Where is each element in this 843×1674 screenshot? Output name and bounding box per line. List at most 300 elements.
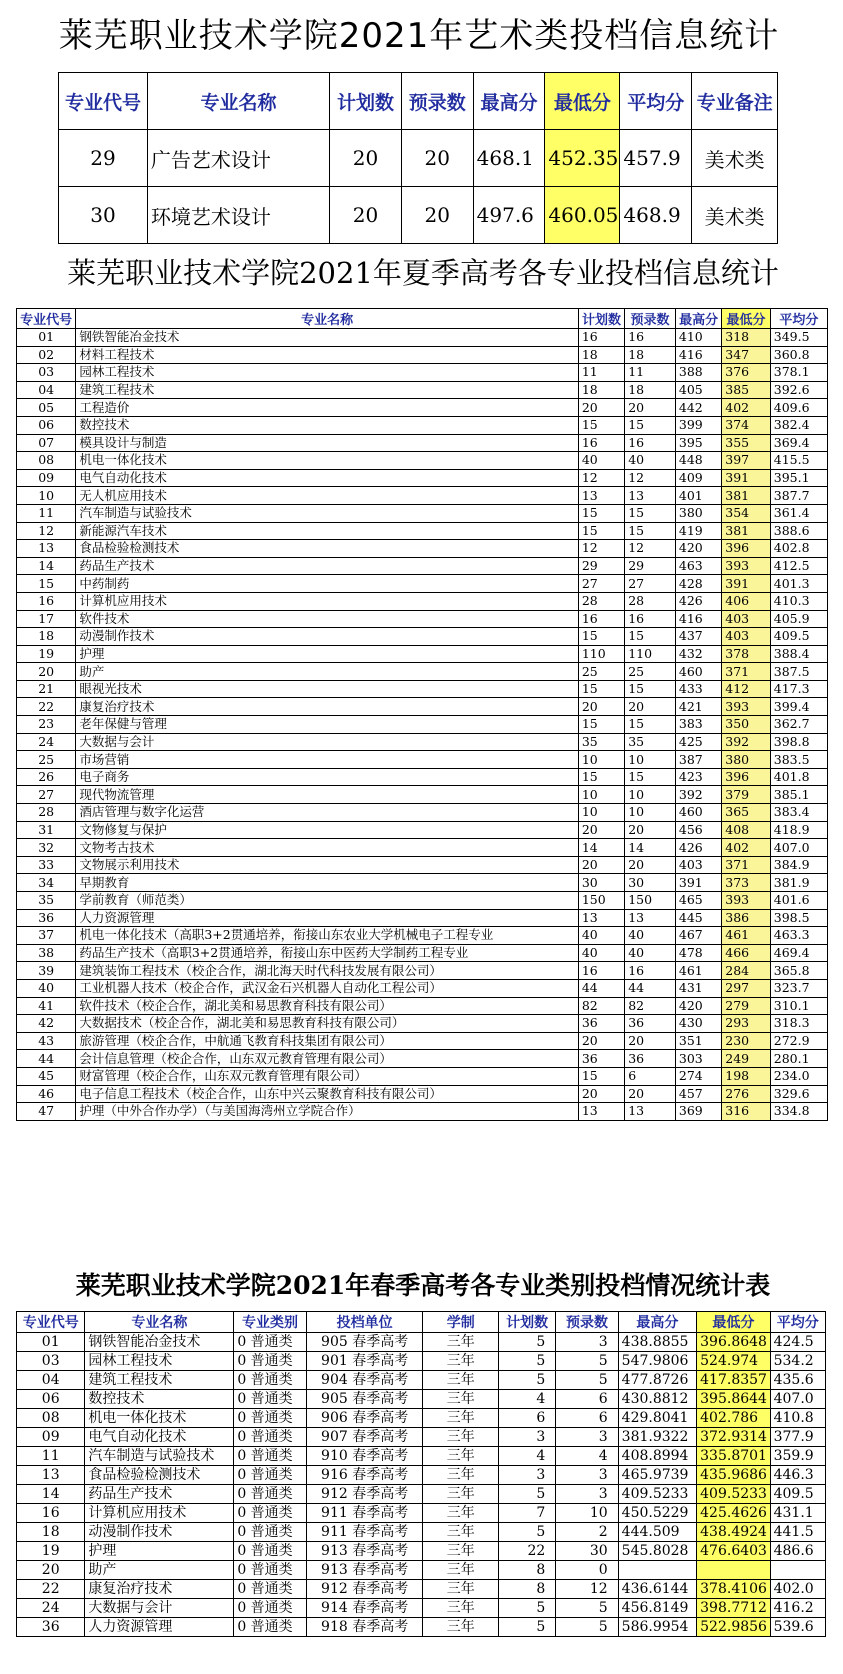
table-cell: 三年 — [423, 1561, 498, 1580]
column-header: 最低分 — [545, 73, 620, 130]
table-cell: 22 — [17, 1580, 85, 1599]
table-cell: 445 — [675, 909, 721, 927]
table-cell: 334.8 — [770, 1103, 827, 1121]
table-row — [17, 1599, 826, 1618]
table-cell: 409.5 — [770, 628, 827, 646]
table-cell: 16 — [578, 610, 624, 628]
table-cell: 19 — [17, 1542, 85, 1561]
table-cell: 36 — [578, 1050, 624, 1068]
table-row — [17, 909, 828, 927]
column-header: 专业代号 — [17, 309, 76, 329]
table-cell: 410 — [675, 329, 721, 347]
table-cell: 47 — [17, 1103, 76, 1121]
table-cell: 3 — [556, 1333, 618, 1352]
table-cell: 150 — [578, 892, 624, 910]
table-cell: 460 — [675, 804, 721, 822]
table-cell: 378.1 — [770, 364, 827, 382]
table-cell: 5 — [556, 1371, 618, 1390]
column-header: 平均分 — [770, 309, 827, 329]
table-cell: 466 — [722, 944, 771, 962]
column-header: 最高分 — [618, 1312, 696, 1333]
table-cell: 15 — [625, 716, 676, 734]
table-row — [17, 592, 828, 610]
table-cell: 助产 — [76, 663, 579, 681]
table-cell: 12 — [625, 540, 676, 558]
table-row — [17, 804, 828, 822]
table-cell: 12 — [17, 522, 76, 540]
table-cell: 机电一体化技术（高职3+2贯通培养，衔接山东农业大学机械电子工程专业 — [76, 927, 579, 945]
table-cell: 457.9 — [620, 130, 692, 187]
table-cell: 395.1 — [770, 469, 827, 487]
table-row — [17, 944, 828, 962]
table-cell: 02 — [17, 346, 76, 364]
column-header: 专业名称 — [85, 1312, 234, 1333]
table-row — [17, 557, 828, 575]
table-cell: 380 — [722, 751, 771, 769]
table-cell: 432 — [675, 645, 721, 663]
table-cell: 三年 — [423, 1580, 498, 1599]
table-cell: 444.509 — [618, 1523, 696, 1542]
table-cell: 数控技术 — [76, 416, 579, 434]
table-cell: 442 — [675, 399, 721, 417]
table-row — [17, 1428, 826, 1447]
table-row — [17, 1352, 826, 1371]
table-cell: 20 — [625, 856, 676, 874]
table-cell: 371 — [722, 663, 771, 681]
table-row — [17, 346, 828, 364]
table-cell: 7 — [498, 1504, 555, 1523]
art-section-title: 莱芜职业技术学院2021年艺术类投档信息统计 — [58, 16, 780, 56]
table-cell: 12 — [625, 469, 676, 487]
table-cell: 379 — [722, 786, 771, 804]
table-cell: 现代物流管理 — [76, 786, 579, 804]
table-cell: 26 — [17, 768, 76, 786]
column-header: 专业备注 — [692, 73, 778, 130]
table-cell: 469.4 — [770, 944, 827, 962]
table-cell: 401 — [675, 487, 721, 505]
table-cell: 15 — [625, 416, 676, 434]
table-cell: 391 — [722, 575, 771, 593]
table-cell: 33 — [17, 856, 76, 874]
table-cell: 25 — [625, 663, 676, 681]
table-cell: 460.05 — [545, 187, 620, 244]
table-cell: 建筑工程技术 — [76, 381, 579, 399]
table-cell: 32 — [17, 839, 76, 857]
table-row — [17, 487, 828, 505]
table-cell: 16 — [578, 962, 624, 980]
table-row — [17, 381, 828, 399]
table-cell: 43 — [17, 1032, 76, 1050]
table-cell: 20 — [625, 399, 676, 417]
table-cell: 5 — [498, 1599, 555, 1618]
table-cell: 软件技术（校企合作，湖北美和易思教育科技有限公司） — [76, 997, 579, 1015]
table-cell: 34 — [17, 874, 76, 892]
table-row — [17, 329, 828, 347]
art-section — [58, 0, 780, 244]
table-cell: 08 — [17, 1409, 85, 1428]
table-cell: 16 — [578, 329, 624, 347]
table-row — [17, 364, 828, 382]
table-cell: 428 — [675, 575, 721, 593]
table-cell: 419 — [675, 522, 721, 540]
column-header: 专业名称 — [147, 73, 329, 130]
table-cell: 0 — [556, 1561, 618, 1580]
table-cell: 913 春季高考 — [306, 1561, 423, 1580]
table-cell: 05 — [17, 399, 76, 417]
table-cell: 三年 — [423, 1390, 498, 1409]
summer-section-title: 莱芜职业技术学院2021年夏季高考各专业投档信息统计 — [67, 256, 779, 290]
table-row — [17, 522, 828, 540]
table-cell: 198 — [722, 1067, 771, 1085]
table-cell: 398.7712 — [697, 1599, 770, 1618]
table-cell: 42 — [17, 1015, 76, 1033]
table-cell: 468.1 — [473, 130, 545, 187]
table-cell: 460 — [675, 663, 721, 681]
table-cell: 409 — [675, 469, 721, 487]
table-cell: 522.9856 — [697, 1618, 770, 1637]
table-cell: 20 — [578, 1085, 624, 1103]
table-cell: 24 — [17, 1599, 85, 1618]
table-cell: 20 — [578, 856, 624, 874]
table-row — [17, 821, 828, 839]
table-row — [17, 1523, 826, 1542]
table-row — [17, 839, 828, 857]
table-cell: 27 — [578, 575, 624, 593]
table-cell: 20 — [578, 698, 624, 716]
table-cell: 36 — [578, 1015, 624, 1033]
table-cell: 工业机器人技术（校企合作，武汉金石兴机器人自动化工程公司） — [76, 979, 579, 997]
table-cell: 市场营销 — [76, 751, 579, 769]
table-cell: 美术类 — [692, 130, 778, 187]
table-cell: 三年 — [423, 1428, 498, 1447]
table-cell: 399 — [675, 416, 721, 434]
table-cell: 材料工程技术 — [76, 346, 579, 364]
table-cell: 建筑工程技术 — [85, 1371, 234, 1390]
table-cell: 16 — [17, 1504, 85, 1523]
table-cell: 17 — [17, 610, 76, 628]
table-cell: 药品生产技术 — [85, 1485, 234, 1504]
table-cell: 新能源汽车技术 — [76, 522, 579, 540]
table-row — [17, 452, 828, 470]
table-cell: 计算机应用技术 — [85, 1504, 234, 1523]
table-cell: 广告艺术设计 — [147, 130, 329, 187]
table-cell: 37 — [17, 927, 76, 945]
table-cell: 438.8855 — [618, 1333, 696, 1352]
table-cell: 10 — [578, 804, 624, 822]
table-cell: 425 — [675, 733, 721, 751]
table-cell: 眼视光技术 — [76, 680, 579, 698]
table-cell: 三年 — [423, 1599, 498, 1618]
table-cell — [697, 1561, 770, 1580]
table-cell: 20 — [17, 1561, 85, 1580]
table-cell: 0 普通类 — [234, 1447, 306, 1466]
table-cell: 0 普通类 — [234, 1409, 306, 1428]
table-cell: 408.8994 — [618, 1447, 696, 1466]
table-cell: 423 — [675, 768, 721, 786]
table-cell: 452.35 — [545, 130, 620, 187]
table-cell: 汽车制造与试验技术 — [85, 1447, 234, 1466]
table-cell: 412 — [722, 680, 771, 698]
table-cell: 431 — [675, 979, 721, 997]
table-cell: 381.9 — [770, 874, 827, 892]
table-cell: 402 — [722, 399, 771, 417]
table-cell: 13 — [17, 1466, 85, 1485]
table-cell: 13 — [625, 487, 676, 505]
table-cell: 402 — [722, 839, 771, 857]
table-cell: 31 — [17, 821, 76, 839]
column-header: 最低分 — [697, 1312, 770, 1333]
table-cell: 418.9 — [770, 821, 827, 839]
table-cell: 15 — [625, 504, 676, 522]
column-header: 最低分 — [722, 309, 771, 329]
table-cell: 44 — [578, 979, 624, 997]
column-header: 预录数 — [625, 309, 676, 329]
table-cell: 20 — [578, 1032, 624, 1050]
table-cell: 335.8701 — [697, 1447, 770, 1466]
table-cell: 环境艺术设计 — [147, 187, 329, 244]
table-cell: 28 — [625, 592, 676, 610]
table-cell: 539.6 — [770, 1618, 825, 1637]
table-cell: 15 — [625, 522, 676, 540]
table-cell: 40 — [625, 452, 676, 470]
table-cell: 437 — [675, 628, 721, 646]
table-cell: 911 春季高考 — [306, 1523, 423, 1542]
table-cell: 三年 — [423, 1542, 498, 1561]
table-cell: 393 — [722, 698, 771, 716]
table-cell: 机电一体化技术 — [76, 452, 579, 470]
table-cell: 3 — [498, 1428, 555, 1447]
table-row — [17, 1371, 826, 1390]
table-cell: 369 — [675, 1103, 721, 1121]
table-cell: 16 — [625, 329, 676, 347]
table-cell: 387.5 — [770, 663, 827, 681]
table-row — [17, 680, 828, 698]
table-row — [17, 927, 828, 945]
table-cell: 4 — [556, 1447, 618, 1466]
table-cell: 477.8726 — [618, 1371, 696, 1390]
table-cell: 20 — [578, 399, 624, 417]
table-cell: 393 — [722, 557, 771, 575]
table-row — [17, 1618, 826, 1637]
table-cell: 910 春季高考 — [306, 1447, 423, 1466]
table-cell: 401.6 — [770, 892, 827, 910]
table-cell: 人力资源管理 — [76, 909, 579, 927]
table-row — [17, 768, 828, 786]
table-cell: 377.9 — [770, 1428, 825, 1447]
table-cell: 401.8 — [770, 768, 827, 786]
table-cell: 6 — [556, 1390, 618, 1409]
table-cell: 15 — [578, 504, 624, 522]
table-cell: 软件技术 — [76, 610, 579, 628]
table-cell: 大数据技术（校企合作，湖北美和易思教育科技有限公司） — [76, 1015, 579, 1033]
table-cell: 建筑装饰工程技术（校企合作，湖北海天时代科技发展有限公司） — [76, 962, 579, 980]
table-cell: 409.5233 — [618, 1485, 696, 1504]
table-row — [17, 1466, 826, 1485]
table-row — [17, 698, 828, 716]
table-cell: 272.9 — [770, 1032, 827, 1050]
table-cell: 399.4 — [770, 698, 827, 716]
table-cell: 446.3 — [770, 1466, 825, 1485]
table-cell: 378 — [722, 645, 771, 663]
table-cell: 438.4924 — [697, 1523, 770, 1542]
table-cell: 18 — [17, 1523, 85, 1542]
table-cell: 372.9314 — [697, 1428, 770, 1447]
table-cell: 20 — [330, 130, 402, 187]
table-cell: 29 — [578, 557, 624, 575]
table-cell: 10 — [625, 786, 676, 804]
table-cell: 三年 — [423, 1523, 498, 1542]
table-cell: 18 — [625, 346, 676, 364]
table-cell: 文物修复与保护 — [76, 821, 579, 839]
table-cell: 405.9 — [770, 610, 827, 628]
table-cell: 912 春季高考 — [306, 1485, 423, 1504]
table-cell: 29 — [625, 557, 676, 575]
table-row — [17, 856, 828, 874]
table-cell: 10 — [17, 487, 76, 505]
table-cell — [770, 1561, 825, 1580]
table-cell: 416 — [675, 346, 721, 364]
table-cell: 376 — [722, 364, 771, 382]
table-cell: 20 — [625, 1085, 676, 1103]
table-cell: 园林工程技术 — [85, 1352, 234, 1371]
table-cell: 三年 — [423, 1371, 498, 1390]
summer-section — [16, 244, 830, 1248]
table-cell: 20 — [330, 187, 402, 244]
table-cell: 3 — [498, 1466, 555, 1485]
table-cell: 14 — [17, 1485, 85, 1504]
table-cell: 5 — [556, 1599, 618, 1618]
table-cell: 23 — [17, 716, 76, 734]
table-cell: 文物展示利用技术 — [76, 856, 579, 874]
table-cell: 0 普通类 — [234, 1599, 306, 1618]
table-cell: 547.9806 — [618, 1352, 696, 1371]
table-row — [17, 733, 828, 751]
table-cell: 汽车制造与试验技术 — [76, 504, 579, 522]
table-cell: 911 春季高考 — [306, 1504, 423, 1523]
table-cell: 467 — [675, 927, 721, 945]
table-row — [17, 1580, 826, 1599]
table-cell: 04 — [17, 381, 76, 399]
table-row — [17, 540, 828, 558]
table-cell: 150 — [625, 892, 676, 910]
table-cell: 三年 — [423, 1466, 498, 1485]
table-cell: 10 — [578, 751, 624, 769]
art-table — [58, 72, 778, 244]
table-cell: 318 — [722, 329, 771, 347]
table-cell: 110 — [578, 645, 624, 663]
table-cell: 5 — [498, 1333, 555, 1352]
table-cell: 康复治疗技术 — [85, 1580, 234, 1599]
table-cell: 378.4106 — [697, 1580, 770, 1599]
table-cell: 21 — [17, 680, 76, 698]
table-cell: 421 — [675, 698, 721, 716]
table-cell: 三年 — [423, 1618, 498, 1637]
table-cell: 383 — [675, 716, 721, 734]
column-header: 专业代号 — [59, 73, 148, 130]
table-cell: 电子商务 — [76, 768, 579, 786]
table-cell: 13 — [625, 1103, 676, 1121]
table-cell: 20 — [625, 1032, 676, 1050]
table-cell: 40 — [625, 927, 676, 945]
table-cell: 323.7 — [770, 979, 827, 997]
table-cell: 385.1 — [770, 786, 827, 804]
table-cell: 36 — [17, 1618, 85, 1637]
table-cell: 6 — [625, 1067, 676, 1085]
table-cell: 347 — [722, 346, 771, 364]
table-cell: 15 — [578, 522, 624, 540]
table-cell: 无人机应用技术 — [76, 487, 579, 505]
table-cell: 365.8 — [770, 962, 827, 980]
table-cell: 396.8648 — [697, 1333, 770, 1352]
table-row — [17, 416, 828, 434]
table-cell: 10 — [625, 804, 676, 822]
table-cell: 15 — [578, 416, 624, 434]
table-cell: 01 — [17, 329, 76, 347]
table-cell: 动漫制作技术 — [85, 1523, 234, 1542]
table-cell: 30 — [625, 874, 676, 892]
table-cell: 27 — [17, 786, 76, 804]
art-table-header — [59, 73, 778, 130]
table-cell: 0 普通类 — [234, 1466, 306, 1485]
table-cell: 09 — [17, 1428, 85, 1447]
table-cell: 4 — [498, 1390, 555, 1409]
table-cell: 13 — [578, 1103, 624, 1121]
table-cell: 406 — [722, 592, 771, 610]
table-cell: 15 — [578, 768, 624, 786]
table-cell: 学前教育（师范类） — [76, 892, 579, 910]
table-cell: 396 — [722, 540, 771, 558]
table-cell: 数控技术 — [85, 1390, 234, 1409]
table-row — [17, 1447, 826, 1466]
table-cell: 15 — [578, 1067, 624, 1085]
table-row — [17, 1390, 826, 1409]
table-cell — [618, 1561, 696, 1580]
table-cell: 0 普通类 — [234, 1618, 306, 1637]
table-cell: 园林工程技术 — [76, 364, 579, 382]
table-cell: 三年 — [423, 1409, 498, 1428]
table-cell: 14 — [578, 839, 624, 857]
table-cell: 04 — [17, 1371, 85, 1390]
table-cell: 27 — [625, 575, 676, 593]
table-cell: 405 — [675, 381, 721, 399]
table-cell: 钢铁智能冶金技术 — [76, 329, 579, 347]
table-cell: 06 — [17, 416, 76, 434]
table-cell: 360.8 — [770, 346, 827, 364]
table-cell: 15 — [578, 628, 624, 646]
table-cell: 0 普通类 — [234, 1580, 306, 1599]
table-cell: 36 — [625, 1015, 676, 1033]
table-cell: 431.1 — [770, 1504, 825, 1523]
table-cell: 13 — [578, 487, 624, 505]
table-cell: 230 — [722, 1032, 771, 1050]
table-cell: 410.8 — [770, 1409, 825, 1428]
table-row — [17, 751, 828, 769]
table-cell: 三年 — [423, 1504, 498, 1523]
table-row — [17, 1085, 828, 1103]
table-cell: 电气自动化技术 — [76, 469, 579, 487]
table-cell: 6 — [556, 1409, 618, 1428]
table-cell: 36 — [625, 1050, 676, 1068]
table-cell: 276 — [722, 1085, 771, 1103]
table-cell: 11 — [625, 364, 676, 382]
table-cell: 410.3 — [770, 592, 827, 610]
table-cell: 28 — [578, 592, 624, 610]
table-cell: 435.6 — [770, 1371, 825, 1390]
table-cell: 20 — [401, 130, 473, 187]
table-cell: 402.8 — [770, 540, 827, 558]
table-cell: 13 — [578, 909, 624, 927]
table-cell: 359.9 — [770, 1447, 825, 1466]
